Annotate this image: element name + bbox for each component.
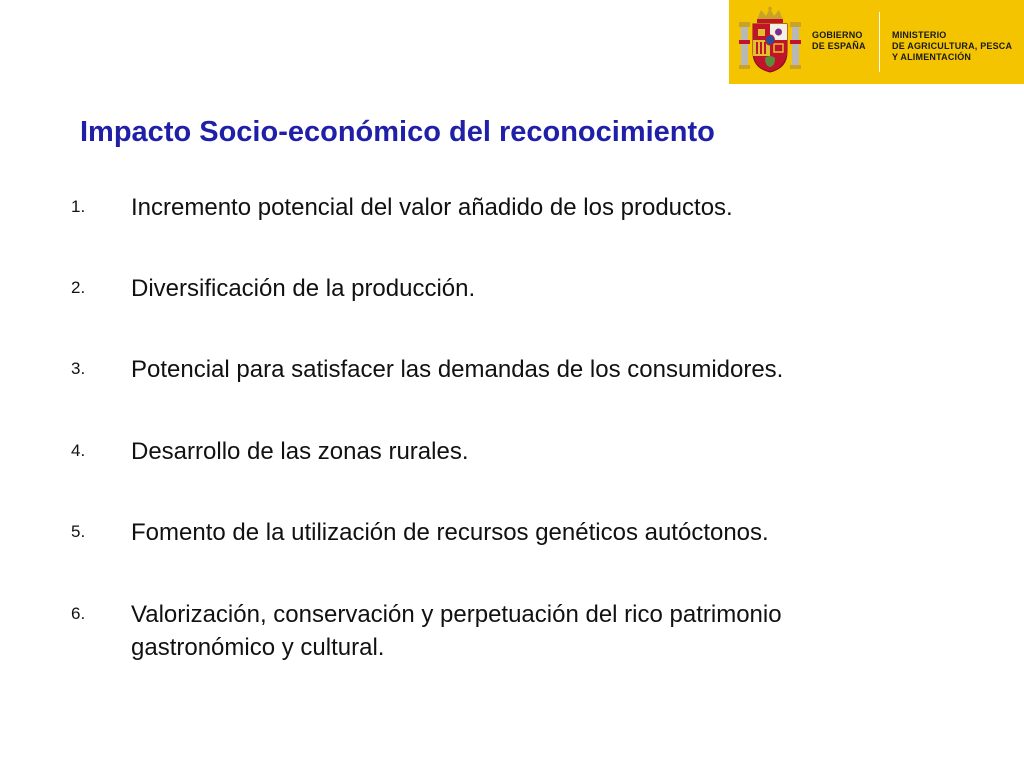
list-item-number: 4. [71,441,86,460]
slide-title: Impacto Socio-económico del reconocimiento [80,116,715,148]
list-item-text: Fomento de la utilización de recursos genéticos autóctonos. [131,519,769,546]
ministry-label-line: Y ALIMENTACIÓN [892,52,972,62]
list-item-text: Incremento potencial del valor añadido de los productos. [131,194,733,221]
ministry-label-line: MINISTERIO [892,30,947,40]
list-item-number: 5. [71,522,86,541]
ministry-label-line: DE AGRICULTURA, PESCA [892,41,1013,51]
ministry-label [892,30,1012,63]
list-item-text: Potencial para satisfacer las demandas de los consumidores. [131,356,784,383]
list-item-number: 1. [71,197,86,216]
list-item-number: 6. [71,604,86,623]
spain-coat-of-arms-icon [739,6,801,76]
list-item-text: Diversificación de la producción. [131,275,476,302]
government-banner [729,0,1024,84]
list-item-number: 2. [71,278,86,297]
government-label-line: DE ESPAÑA [812,41,866,51]
banner-divider [879,12,880,72]
list-item-number: 3. [71,359,86,378]
list-item-text: Valorización, conservación y perpetuación del rico patrimonio gastronómico y cultural. [131,601,782,661]
government-label [812,30,866,52]
list-item-text: Desarrollo de las zonas rurales. [131,438,469,465]
government-label-line: GOBIERNO [812,30,863,40]
